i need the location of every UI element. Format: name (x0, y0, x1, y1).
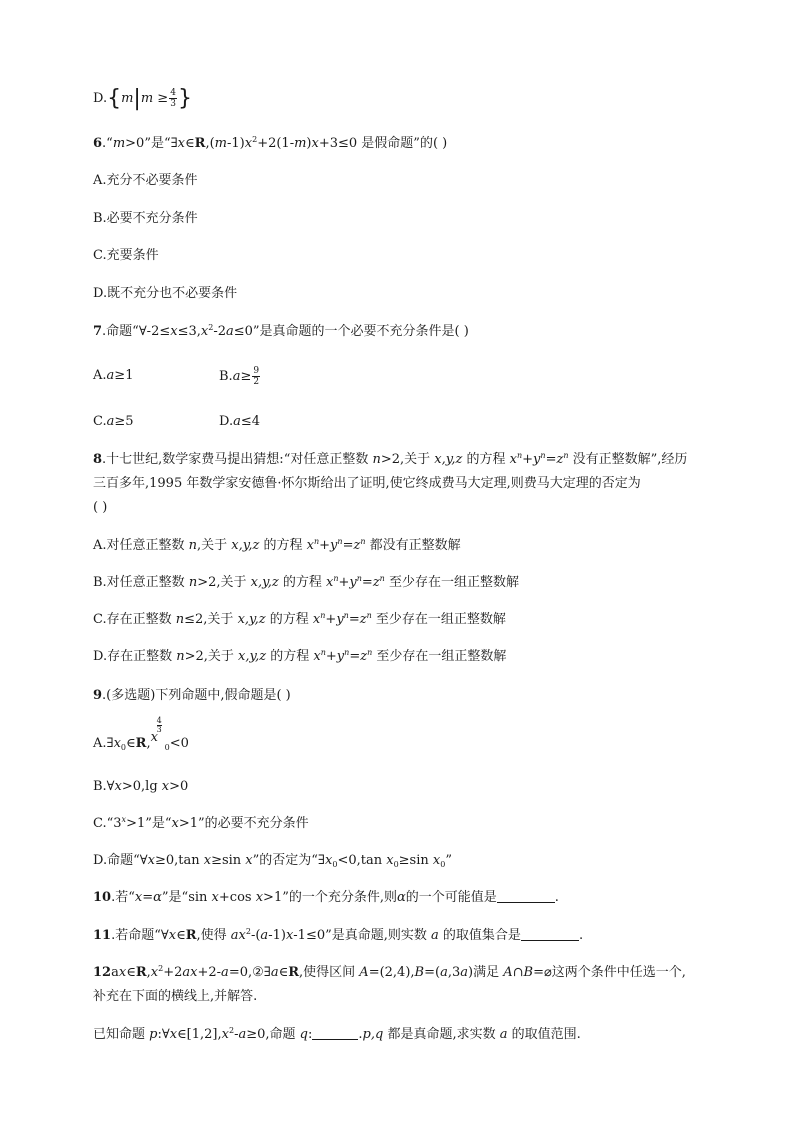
q8-stem-line1: 8.十七世纪,数学家费马提出猜想:“对任意正整数 n>2,关于 x,y,z 的方程 $x^n+y^n=z^n$ 没有正整数解”,经历 (93, 451, 688, 467)
q12-stem-line2: 补充在下面的横线上,并解答. (93, 989, 258, 1004)
fraction: $\frac{4}{3}$ (170, 88, 176, 109)
left-brace: { (107, 86, 122, 111)
q8-stem-line3: ( ) (93, 500, 108, 515)
q8-option-c: C.存在正整数 n≤2,关于 x,y,z 的方程 $x^n+y^n=z^n$ 至少存在一组正整数解 (93, 611, 506, 627)
q8-option-a: A.对任意正整数 n,关于 x,y,z 的方程 $x^n+y^n=z^n$ 都没有正整数解 (93, 537, 461, 553)
q9-stem: 9.(多选题)下列命题中,假命题是( ) (93, 688, 291, 703)
q7-option-c: C.a≥5 (93, 414, 134, 429)
right-brace: } (177, 86, 192, 111)
q9-option-d: D.命题“∀x≥0,tan x≥sin x”的否定为“$\exists x_0<0,\tan$ $x_0\ge\sin$ $x_0$” (93, 853, 452, 869)
q7-stem: 7.命题“$\forall-2\le x\le 3,x^2-2a\le 0$”是真命题的一个必要不充分条件是( ) (93, 323, 469, 339)
q6-option-a: A.充分不必要条件 (93, 173, 198, 188)
q10-stem: 10.若“x=α”是“sin x+cos x>1”的一个充分条件,则α的一个可能值是 . (93, 890, 559, 905)
q6-stem: 6.“m>0”是“$\exists x\in R,(m-1)x^2+2(1-m)x+3\le 0$ 是假命题”的( ) (93, 135, 448, 151)
answer-blank[interactable] (497, 902, 555, 903)
q8-stem-line2: 三百多年,1995 年数学家安德鲁·怀尔斯给出了证明,使它终成费马大定理,则费马大定理的否定为 (93, 476, 641, 491)
fraction: $\frac{9}{2}$ (253, 366, 260, 387)
answer-blank[interactable] (312, 1039, 358, 1040)
q6-option-b: B.必要不充分条件 (93, 211, 198, 226)
power-expression: x 4 3 (150, 716, 162, 745)
q6-option-d: D.既不充分也不必要条件 (93, 286, 238, 301)
divider-bar: | (133, 86, 141, 111)
q7-option-a: A.a≥1 (93, 368, 134, 383)
q9-option-a: $A.\exists x_0\in R$, x 4 3 $_0$<0 (93, 716, 189, 752)
q9-option-c: $C.“3^x>1$”是“x>1”的必要不充分条件 (93, 815, 309, 831)
q7-options-row1 (93, 366, 133, 385)
q12-stem-line1: $12ax\in R,x^2+2ax+2-a=0,②\exists a\in R$,使得区间 A=(2,4),B=(a,3a)满足 A∩B=⌀这两个条件中任选一个, (93, 964, 686, 980)
answer-blank[interactable] (521, 940, 579, 941)
q8-option-b: B.对任意正整数 n>2,关于 x,y,z 的方程 $x^n+y^n=z^n$ 至少存在一组正整数解 (93, 574, 519, 590)
q7-option-d: D.a≤4 (219, 414, 261, 429)
q5-option-d: D.{m|m ≥ $\frac{4}{3}$ } (93, 86, 192, 111)
q12-stem-line3: 已知命题 $p:\forall x\in[1,2],x^2-a\ge 0$,命题 q: .p,q 都是真命题,求实数 a 的取值范围. (93, 1026, 581, 1042)
q6-option-c: C.充要条件 (93, 248, 159, 263)
q9-option-b: B.∀x>0,lg x>0 (93, 779, 189, 794)
q7-option-b: B.a≥ $\frac{9}{2}$ (219, 366, 260, 387)
q8-option-d: D.存在正整数 n>2,关于 x,y,z 的方程 $x^n+y^n=z^n$ 至少存在一组正整数解 (93, 648, 507, 664)
q11-stem: 11.若命题“∀x∈R,使得 $ax^2-(a-1)x-1\le 0$”是真命题,则实数 a 的取值集合是 . (93, 927, 584, 943)
